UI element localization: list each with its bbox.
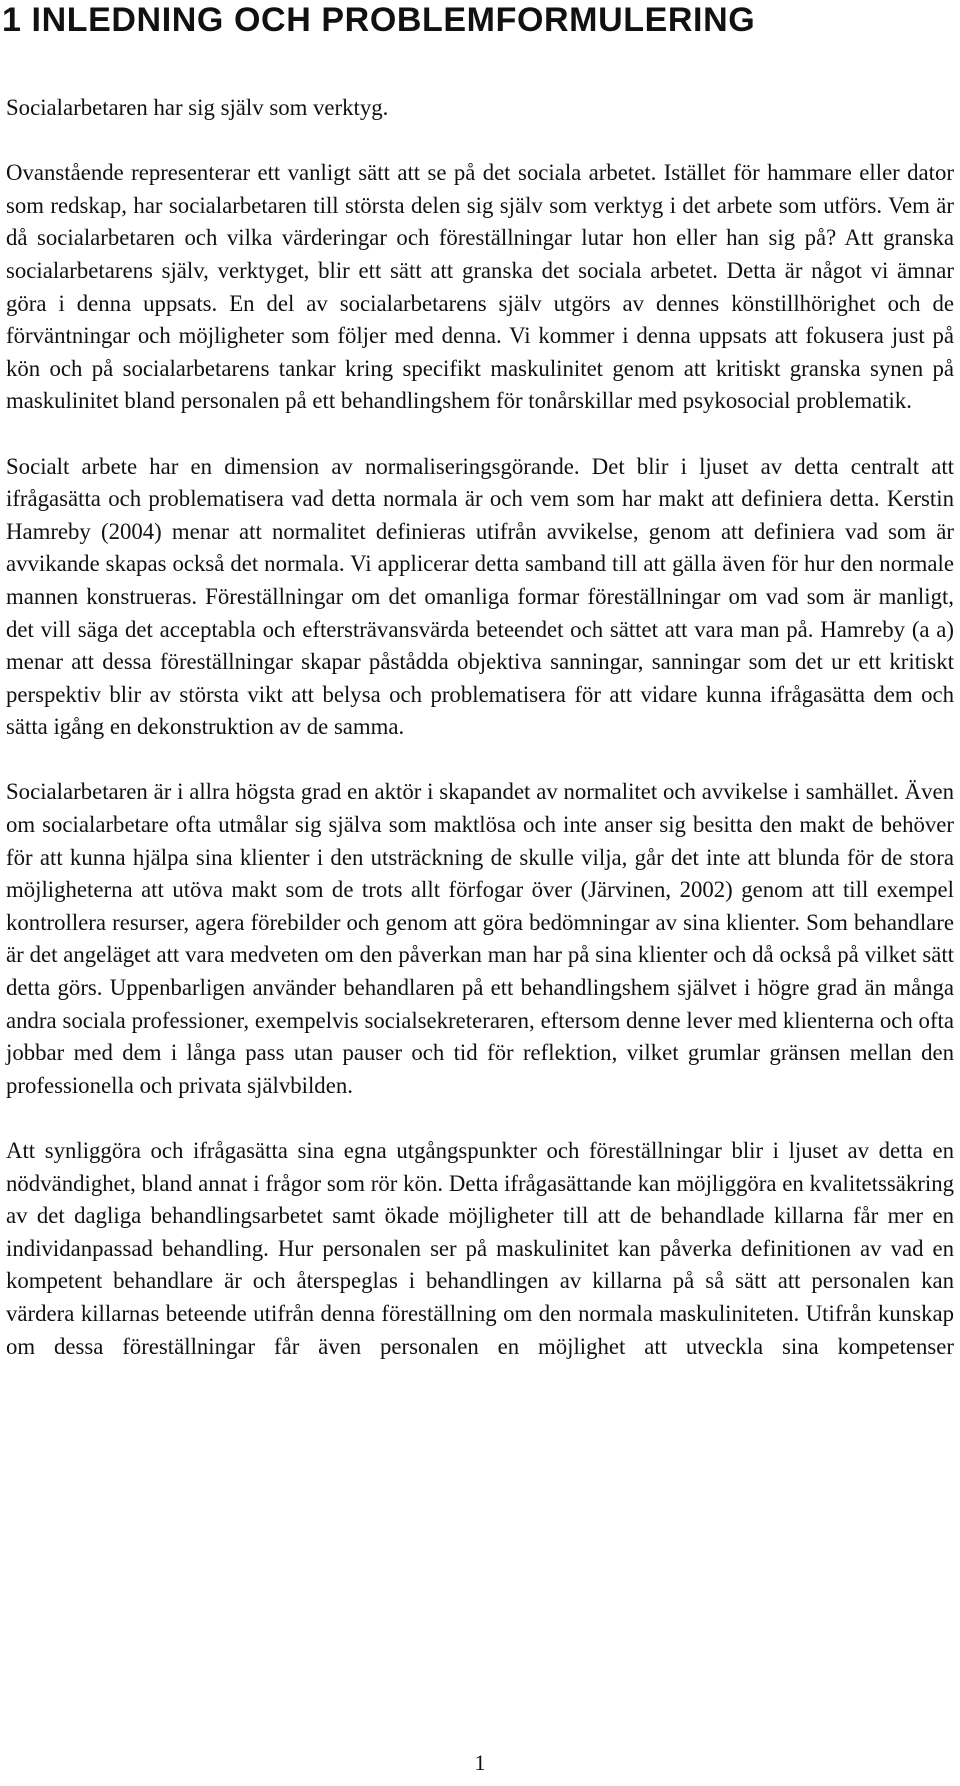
page-number: 1 (474, 1750, 486, 1775)
paragraph-power: Socialarbetaren är i allra högsta grad en aktör i skapandet av normalitet och avvikelse i samhället. Även om socialarbetare ofta utmålar sig själva som maktlösa och inte anser sig besitta den makt de behöver för att kunna hjälpa sina klienter i den utsträckning de skulle vilja, går det inte att blunda för de stora möjligheterna att utöva makt som de trots allt förfogar över (Järvinen, 2002) genom att till exempel kontrollera resurser, agera förebilder och genom att göra bedömningar av sina klienter. Som behandlare är det angeläget att vara medveten om den påverkan man har på sina klienter och då också på vilket sätt detta görs. Uppenbarligen använder behandlaren på ett behandlingshem självet i högre grad än många andra sociala professioner, exempelvis socialsekreteraren, eftersom denne lever med klienterna och ofta jobbar med dem i långa pass utan pauser och tid för reflektion, vilket grumlar gränsen mellan den professionella och privata självbilden. (6, 779, 954, 1098)
paragraph-reflection: Att synliggöra och ifrågasätta sina egna utgångspunkter och föreställningar blir i ljuset av detta en nödvändighet, bland annat i frågor som rör kön. Detta ifrågasättande kan möjliggöra en kvalitetssäkring av det dagliga behandlingsarbetet samt ökade möjligheter till att de behandlade killarna får mer en individanpassad behandling. Hur personalen ser på maskulinitet kan påverka definitionen av vad en kompetent behandlare är och återspeglas i behandlingen av killarna på så sätt att personalen kan värdera killarnas beteende utifrån denna föreställning om den normala maskuliniteten. Utifrån kunskap om dessa föreställningar får även personalen en möjlighet att utveckla sina kompetenser (6, 1138, 954, 1359)
body-text (6, 92, 954, 1363)
paragraph-normalization: Socialt arbete har en dimension av normaliseringsgörande. Det blir i ljuset av detta centralt att ifrågasätta och problematisera vad detta normala är och vem som har makt att definiera detta. Kerstin Hamreby (2004) menar att normalitet definieras utifrån avvikelse, genom att definiera vad som är avvikande skapas också det normala. Vi applicerar detta samband till att gälla även för hur den normale mannen konstrueras. Föreställningar om det omanliga formar föreställningar om vad som är manligt, det vill säga det acceptabla och eftersträvansvärda beteendet och sättet att vara man på. Hamreby (a a) menar att dessa föreställningar skapar påstådda objektiva sanningar, sanningar som det ur ett kritiskt perspektiv blir av största vikt att belysa och problematisera för att vidare kunna ifrågasätta dem och sätta igång en dekonstruktion av de samma. (6, 453, 954, 740)
paragraph-self-as-tool: Ovanstående representerar ett vanligt sätt att se på det sociala arbetet. Istället för hammare eller dator som redskap, har socialarbetaren till största delen sig själv som verktyg i det arbete som utförs. Vem är då socialarbetaren och vilka värderingar och föreställningar lutar hon eller han sig på? Att granska socialarbetarens själv, verktyget, blir ett sätt att granska det sociala arbetet. Detta är något vi ämnar göra i denna uppsats. En del av socialarbetarens själv utgörs av dennes könstillhörighet och de förväntningar och möjligheter som följer med denna. Vi kommer i denna uppsats att fokusera just på kön och på socialarbetarens tankar kring specifikt maskulinitet genom att kritiskt granska synen på maskulinitet bland personalen på ett behandlingshem för tonårskillar med psykosocial problematik. (6, 160, 954, 414)
paragraph-intro: Socialarbetaren har sig själv som verktyg. (6, 95, 389, 120)
section-heading: 1 INLEDNING OCH PROBLEMFORMULERING (2, 1, 756, 39)
